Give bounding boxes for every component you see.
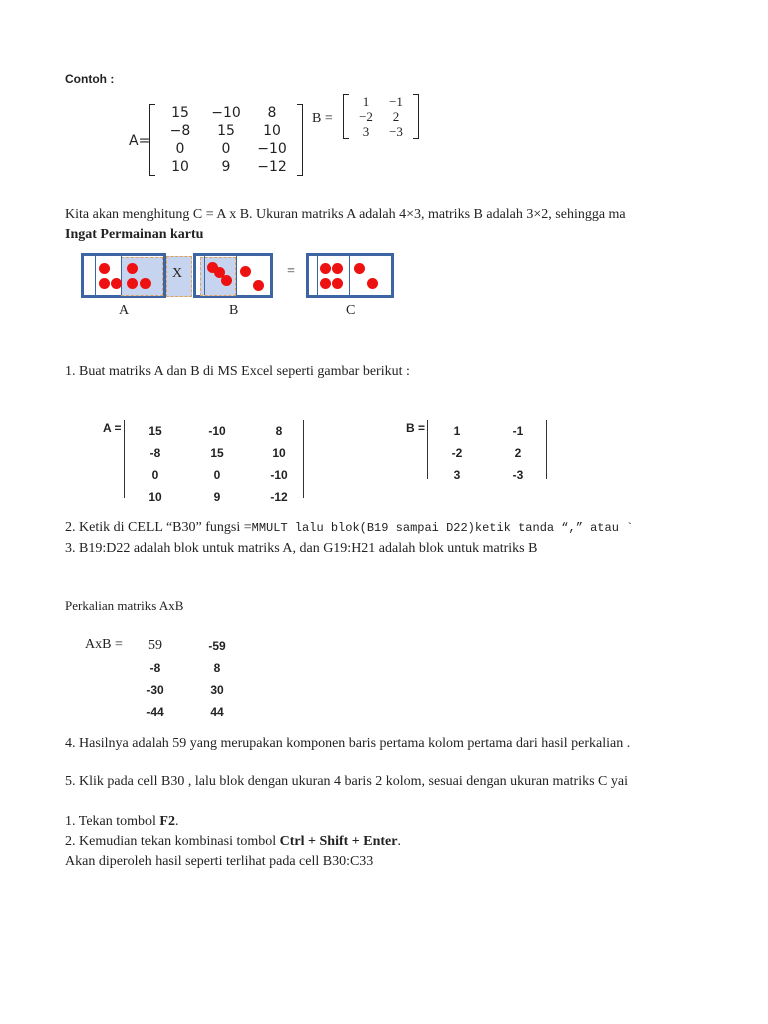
excel-row [428,442,550,464]
excel-cell: 3 [453,468,461,482]
product-cell: -44 [146,705,164,719]
step-2-prefix: 2. Ketik di CELL “B30” fungsi = [65,520,252,535]
card-b [193,253,273,298]
key-step-1 [65,814,178,830]
matrix-a-row [157,104,295,122]
excel-cell: -12 [270,490,288,504]
excel-cell: -10 [208,424,226,438]
excel-cell: 10 [148,490,162,504]
ctrl-shift-enter-keys: Ctrl + Shift + Enter [279,834,398,849]
product-matrix [130,635,254,723]
key-step-1-prefix: 1. Tekan tombol [65,814,160,829]
excel-cell: 0 [151,468,159,482]
matrix-cell: 10 [263,123,281,139]
product-row [130,635,254,657]
matrix-cell: 15 [171,105,189,121]
excel-row [428,464,550,486]
product-cell: 30 [210,683,224,697]
matrix-cell: 0 [221,141,231,157]
matrix-b-label: B = [312,111,333,126]
card-label-b: B [229,303,239,318]
excel-matrix-a [125,420,309,508]
excel-cell: -10 [270,468,288,482]
excel-matrix-b-label: B = [406,421,426,435]
matrix-cell: −8 [169,123,191,139]
product-cell: 8 [213,661,221,675]
excel-cell: 8 [275,424,283,438]
card-label-a: A [119,303,130,318]
matrix-cell: −12 [257,159,287,175]
matrix-a [149,104,303,176]
matrix-cell: 3 [362,124,370,139]
example-label: Contoh : [65,72,115,86]
excel-cell: 1 [453,424,461,438]
matrix-cell: −10 [257,141,287,157]
matrix-cell: 0 [175,141,185,157]
excel-cell: 0 [213,468,221,482]
excel-row [125,420,309,442]
product-cell: -30 [146,683,164,697]
excel-cell: 2 [514,446,522,460]
step-2-code: MMULT lalu blok(B19 sampai D22)ketik tanda “,” atau ` [251,521,634,535]
card-c [306,253,394,298]
matrix-cell: 8 [267,105,277,121]
product-cell: 44 [210,705,224,719]
intro-paragraph: Kita akan menghitung C = A x B. Ukuran matriks A adalah 4×3, matriks B adalah 3×2, sehingga ma [65,207,626,222]
matrix-cell: −1 [389,94,403,109]
excel-cell: 9 [213,490,221,504]
multiply-symbol: X [172,266,183,281]
excel-row [125,442,309,464]
f2-key: F2 [159,814,175,829]
excel-cell: -3 [512,468,524,482]
excel-cell: 15 [148,424,162,438]
matrix-b-row [351,124,411,139]
excel-cell: 10 [272,446,286,460]
matrix-cell: 9 [221,159,231,175]
matrix-a-row [157,122,295,140]
product-cell: 59 [148,638,162,653]
excel-row [125,486,309,508]
card-a [81,253,166,298]
step-3-text: 3. B19:D22 adalah blok untuk matriks A, dan G19:H21 adalah blok untuk matriks B [65,541,538,556]
matrix-cell: −3 [389,124,403,139]
matrix-cell: 10 [171,159,189,175]
matrix-a-row [157,140,295,158]
card-label-c: C [346,303,356,318]
key-step-1-suffix: . [174,814,179,829]
step-2-text [65,520,633,536]
step-4-text: 4. Hasilnya adalah 59 yang merupakan komponen baris pertama kolom pertama dari hasil perkalian . [65,736,631,751]
step-1-text: 1. Buat matriks A dan B di MS Excel seperti gambar berikut : [65,364,410,379]
product-row [130,679,254,701]
equals-symbol: = [287,264,295,279]
excel-cell: -1 [512,424,524,438]
product-cell: -8 [149,661,161,675]
matrix-b-row [351,94,411,109]
matrix-b-row [351,109,411,124]
matrix-a-row [157,158,295,176]
product-row [130,701,254,723]
matrix-cell: 15 [217,123,235,139]
excel-cell: 15 [210,446,224,460]
product-row [130,657,254,679]
matrix-a-label: A= [129,133,151,149]
matrix-cell: 1 [362,94,370,109]
product-cell: -59 [208,639,226,653]
card-a-highlight [121,257,163,296]
matrix-cell: −10 [211,105,241,121]
matrix-b [343,94,419,139]
key-step-2-suffix: . [397,834,401,849]
matrix-cell: 2 [392,109,400,124]
step-5-text: 5. Klik pada cell B30 , lalu blok dengan ukuran 4 baris 2 kolom, sesuai dengan ukuran matriks C yai [65,774,628,789]
excel-cell: -2 [451,446,463,460]
product-label: AxB = [85,637,123,652]
key-step-2-prefix: 2. Kemudian tekan kombinasi tombol [65,834,280,849]
key-step-2 [65,834,401,850]
card-heading: Ingat Permainan kartu [65,227,204,242]
matrix-cell: −2 [359,109,373,124]
excel-matrix-a-label: A = [103,421,122,435]
excel-row [428,420,550,442]
product-heading: Perkalian matriks AxB [65,598,184,613]
excel-row [125,464,309,486]
excel-cell: -8 [149,446,161,460]
result-note: Akan diperoleh hasil seperti terlihat pada cell B30:C33 [65,854,374,869]
excel-matrix-b [428,420,550,486]
